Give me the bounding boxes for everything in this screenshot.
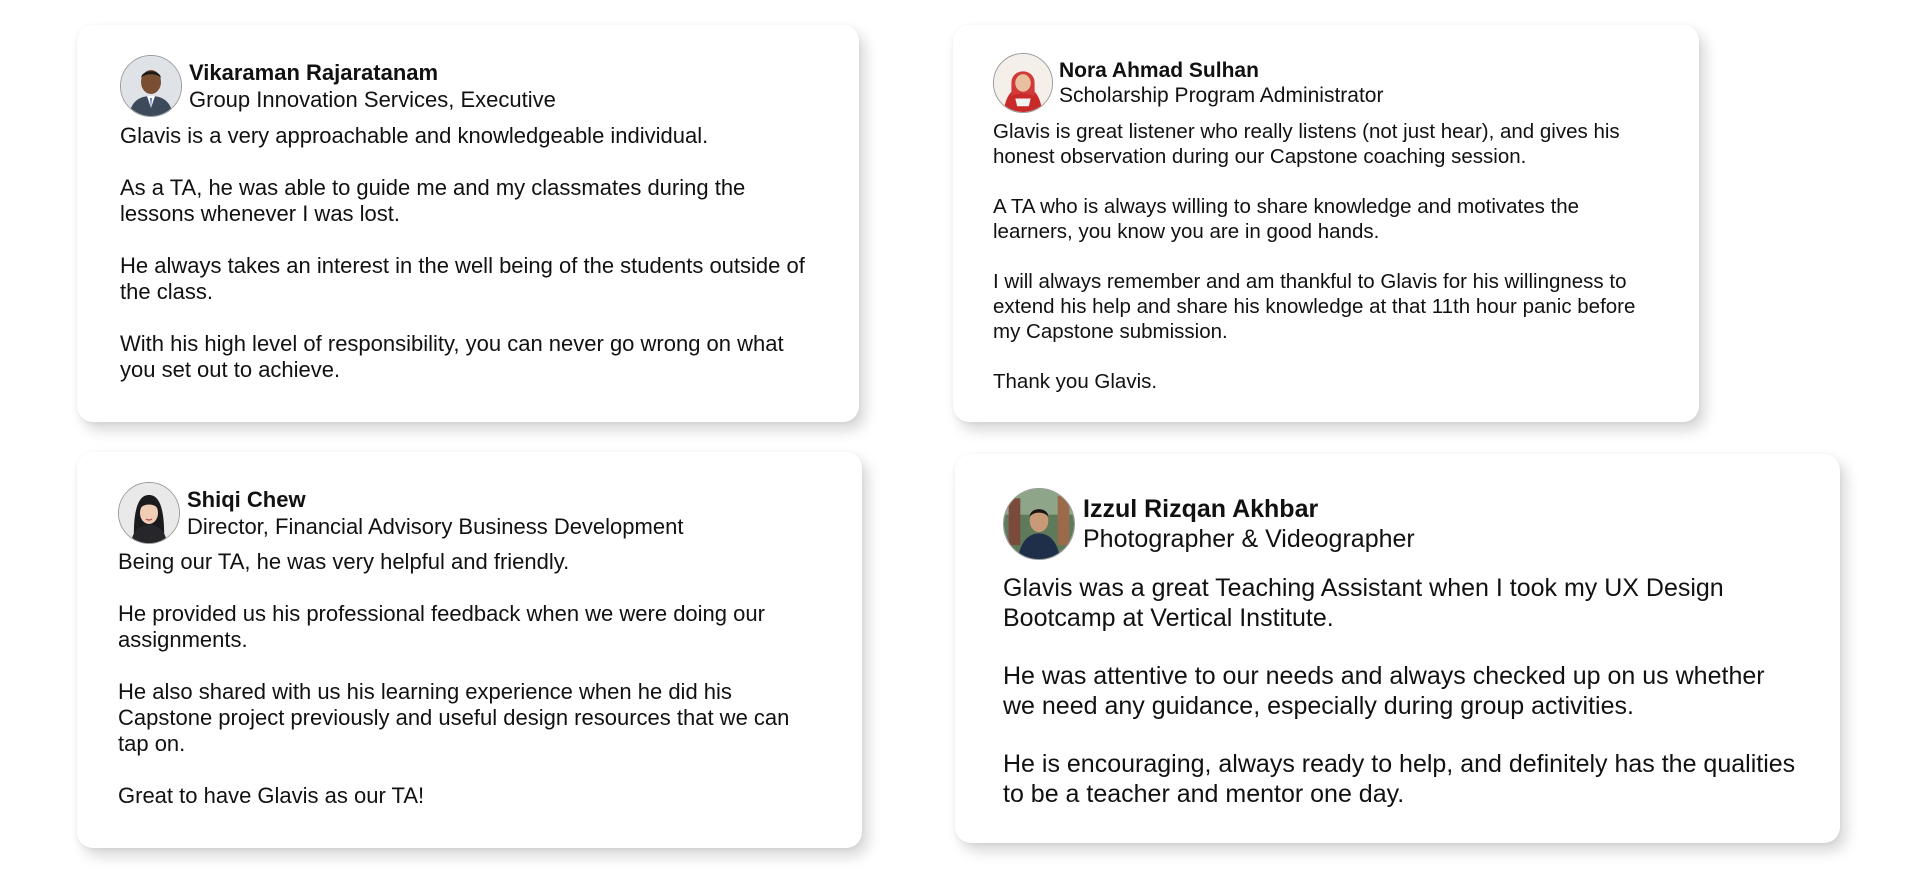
testimonial-body [120, 123, 819, 383]
testimonial-body [1003, 574, 1800, 809]
testimonial-name: Shiqi Chew [187, 487, 306, 512]
testimonial-paragraph: Glavis is a very approachable and knowledgeable individual. [120, 123, 709, 148]
woman-portrait-icon [119, 483, 179, 543]
testimonial-card [955, 454, 1840, 843]
testimonial-card [953, 25, 1699, 422]
woman-in-red-portrait-icon [994, 54, 1052, 112]
man-in-suit-portrait-icon [121, 56, 181, 116]
testimonial-header [120, 55, 819, 117]
testimonial-paragraph: Glavis is great listener who really listens (not just hear), and gives his honest observation during our Capstone coaching session. [993, 120, 1620, 168]
man-outdoors-portrait-icon [1004, 489, 1074, 559]
testimonial-paragraph: I will always remember and am thankful to Glavis for his willingness to extend his help and share his knowledge at that 11th hour panic before my Capstone submission. [993, 270, 1636, 343]
testimonial-paragraph: He provided us his professional feedback when we were doing our assignments. [118, 601, 765, 652]
avatar [993, 53, 1053, 113]
testimonial-paragraph: With his high level of responsibility, you can never go wrong on what you set out to achieve. [120, 331, 784, 382]
testimonial-name: Vikaraman Rajaratanam [189, 60, 439, 85]
testimonial-paragraph: Great to have Glavis as our TA! [118, 783, 425, 808]
testimonial-paragraph: As a TA, he was able to guide me and my classmates during the lessons whenever I was lost. [120, 175, 746, 226]
avatar [118, 482, 180, 544]
testimonial-header [1003, 488, 1800, 560]
avatar [1003, 488, 1075, 560]
testimonial-paragraph: A TA who is always willing to share knowledge and motivates the learners, you know you are in good hands. [993, 195, 1580, 243]
testimonial-role: Scholarship Program Administrator [1059, 84, 1384, 107]
testimonial-paragraph: Glavis was a great Teaching Assistant when I took my UX Design Bootcamp at Vertical Institute. [1003, 574, 1724, 632]
testimonial-card [77, 452, 862, 848]
testimonial-paragraph: He also shared with us his learning experience when he did his Capstone project previously and useful design resources that we can tap on. [118, 679, 790, 756]
testimonial-paragraph: He is encouraging, always ready to help, and definitely has the qualities to be a teacher and mentor one day. [1003, 750, 1796, 808]
testimonial-name: Izzul Rizqan Akhbar [1083, 495, 1319, 523]
testimonial-role: Director, Financial Advisory Business Development [187, 514, 684, 539]
testimonial-role: Group Innovation Services, Executive [189, 87, 556, 112]
testimonial-paragraph: He was attentive to our needs and always checked up on us whether we need any guidance, especially during group activities. [1003, 662, 1765, 720]
testimonial-header [993, 53, 1659, 113]
testimonial-header [118, 482, 822, 544]
testimonial-body [118, 549, 822, 809]
testimonial-name: Nora Ahmad Sulhan [1059, 59, 1259, 82]
testimonial-card [77, 25, 859, 422]
testimonial-paragraph: He always takes an interest in the well being of the students outside of the class. [120, 253, 805, 304]
testimonial-paragraph: Being our TA, he was very helpful and friendly. [118, 549, 570, 574]
testimonial-role: Photographer & Videographer [1083, 525, 1415, 553]
avatar [120, 55, 182, 117]
testimonial-body [993, 119, 1659, 394]
testimonial-paragraph: Thank you Glavis. [993, 370, 1158, 393]
